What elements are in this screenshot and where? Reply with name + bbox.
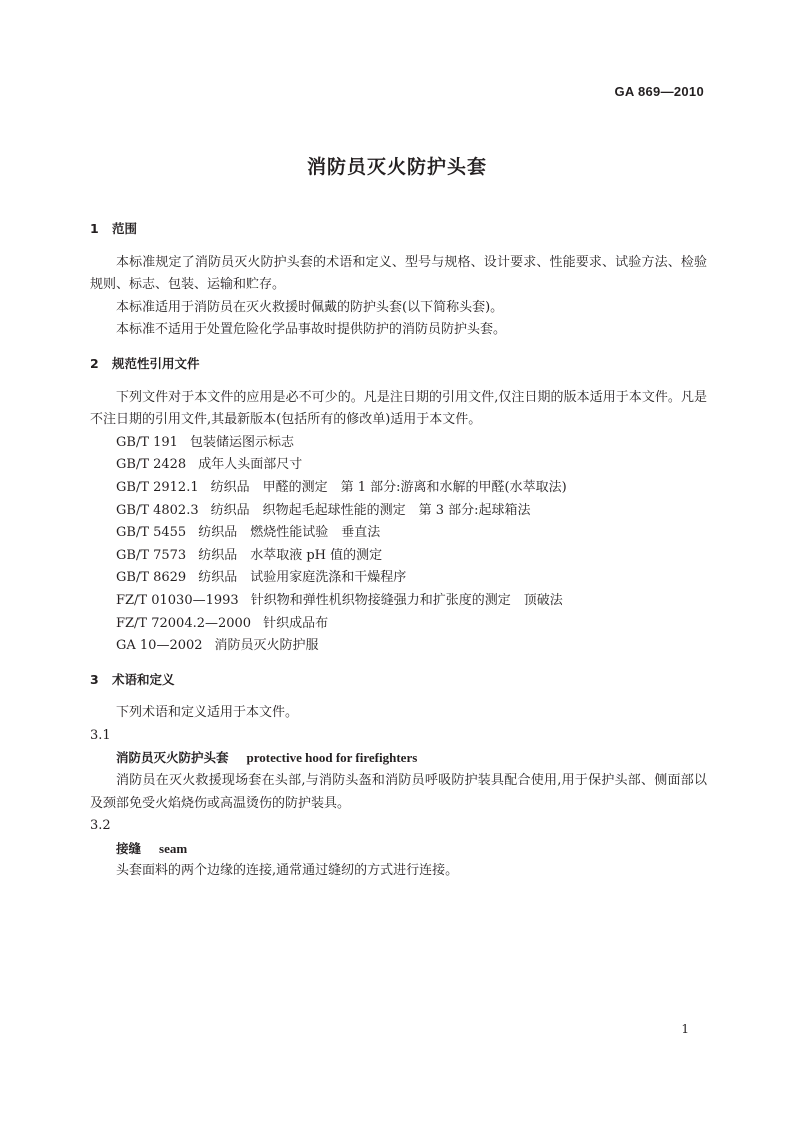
reference-title: 纺织品 织物起毛起球性能的测定 第 3 部分:起球箱法: [210, 502, 531, 518]
term-english: protective hood for firefighters: [246, 750, 418, 766]
section-heading-normative: [90, 353, 707, 376]
reference-code: GB/T 2428: [116, 457, 187, 473]
term-entry: [90, 747, 707, 770]
term-entry: [90, 838, 707, 861]
reference-code: GB/T 5455: [116, 525, 187, 541]
section-heading-terms: [90, 669, 707, 692]
reference-code: GB/T 4802.3: [116, 502, 199, 518]
reference-code: FZ/T 01030—1993: [116, 592, 239, 608]
page-number: 1: [681, 1022, 689, 1036]
section-title: 术语和定义: [112, 671, 175, 687]
paragraph: 本标准适用于消防员在灭火救援时佩戴的防护头套(以下简称头套)。: [116, 299, 504, 315]
reference-title: 纺织品 燃烧性能试验 垂直法: [198, 525, 381, 541]
reference-item: [90, 635, 707, 658]
section-title: 范围: [112, 221, 138, 236]
term-definition: 消防员在灭火救援现场套在头部,与消防头盔和消防员呼吸防护装具配合使用,用于保护头部、侧面部以及颈部免受火焰烧伤或高温烫伤的防护装具。: [90, 773, 707, 811]
reference-item: [90, 500, 707, 523]
reference-title: 纺织品 试验用家庭洗涤和干燥程序: [198, 570, 407, 586]
reference-item: [90, 477, 707, 500]
reference-title: 纺织品 甲醛的测定 第 1 部分:游离和水解的甲醛(水萃取法): [210, 479, 567, 495]
section-number: 3: [90, 671, 99, 687]
reference-title: 成年人头面部尺寸: [198, 457, 303, 473]
term-chinese: 消防员灭火防护头套: [116, 750, 229, 766]
reference-title: 针织成品布: [263, 615, 329, 631]
paragraph: 本标准不适用于处置危险化学品事故时提供防护的消防员防护头套。: [116, 322, 507, 338]
reference-title: 针织物和弹性机织物接缝强力和扩张度的测定 顶破法: [250, 592, 563, 608]
reference-item: [90, 567, 707, 590]
clause-number: 3.2: [90, 818, 111, 834]
term-english: seam: [159, 840, 188, 856]
reference-code: GB/T 191: [116, 434, 178, 450]
reference-item: [90, 613, 707, 636]
reference-item: [90, 432, 707, 455]
reference-code: GB/T 7573: [116, 547, 187, 563]
term-definition: 头套面料的两个边缘的连接,通常通过缝纫的方式进行连接。: [116, 863, 459, 879]
reference-code: GA 10—2002: [116, 638, 203, 654]
term-chinese: 接缝: [116, 840, 142, 856]
reference-title: 包装储运图示标志: [189, 434, 294, 450]
section-number: 1: [90, 221, 99, 236]
section-heading-scope: [90, 218, 707, 241]
document-body: [90, 218, 707, 883]
section-number: 2: [90, 355, 99, 371]
paragraph: 下列术语和定义适用于本文件。: [116, 705, 299, 721]
reference-item: [90, 545, 707, 568]
document-code: GA 869—2010: [614, 84, 704, 99]
section-title: 规范性引用文件: [112, 355, 200, 371]
reference-title: 纺织品 水萃取液 pH 值的测定: [198, 547, 383, 563]
reference-item: [90, 590, 707, 613]
reference-title: 消防员灭火防护服: [214, 638, 319, 654]
reference-code: FZ/T 72004.2—2000: [116, 615, 252, 631]
reference-item: [90, 522, 707, 545]
clause-number: 3.1: [90, 727, 111, 743]
paragraph: 下列文件对于本文件的应用是必不可少的。凡是注日期的引用文件,仅注日期的版本适用于本文件。凡是不注日期的引用文件,其最新版本(包括所有的修改单)适用于本文件。: [90, 389, 707, 428]
paragraph: 本标准规定了消防员灭火防护头套的术语和定义、型号与规格、设计要求、性能要求、试验方法、检验规则、标志、包装、运输和贮存。: [90, 254, 707, 293]
reference-item: [90, 454, 707, 477]
page-title: 消防员灭火防护头套: [306, 156, 487, 178]
reference-code: GB/T 8629: [116, 570, 187, 586]
reference-code: GB/T 2912.1: [116, 479, 199, 495]
